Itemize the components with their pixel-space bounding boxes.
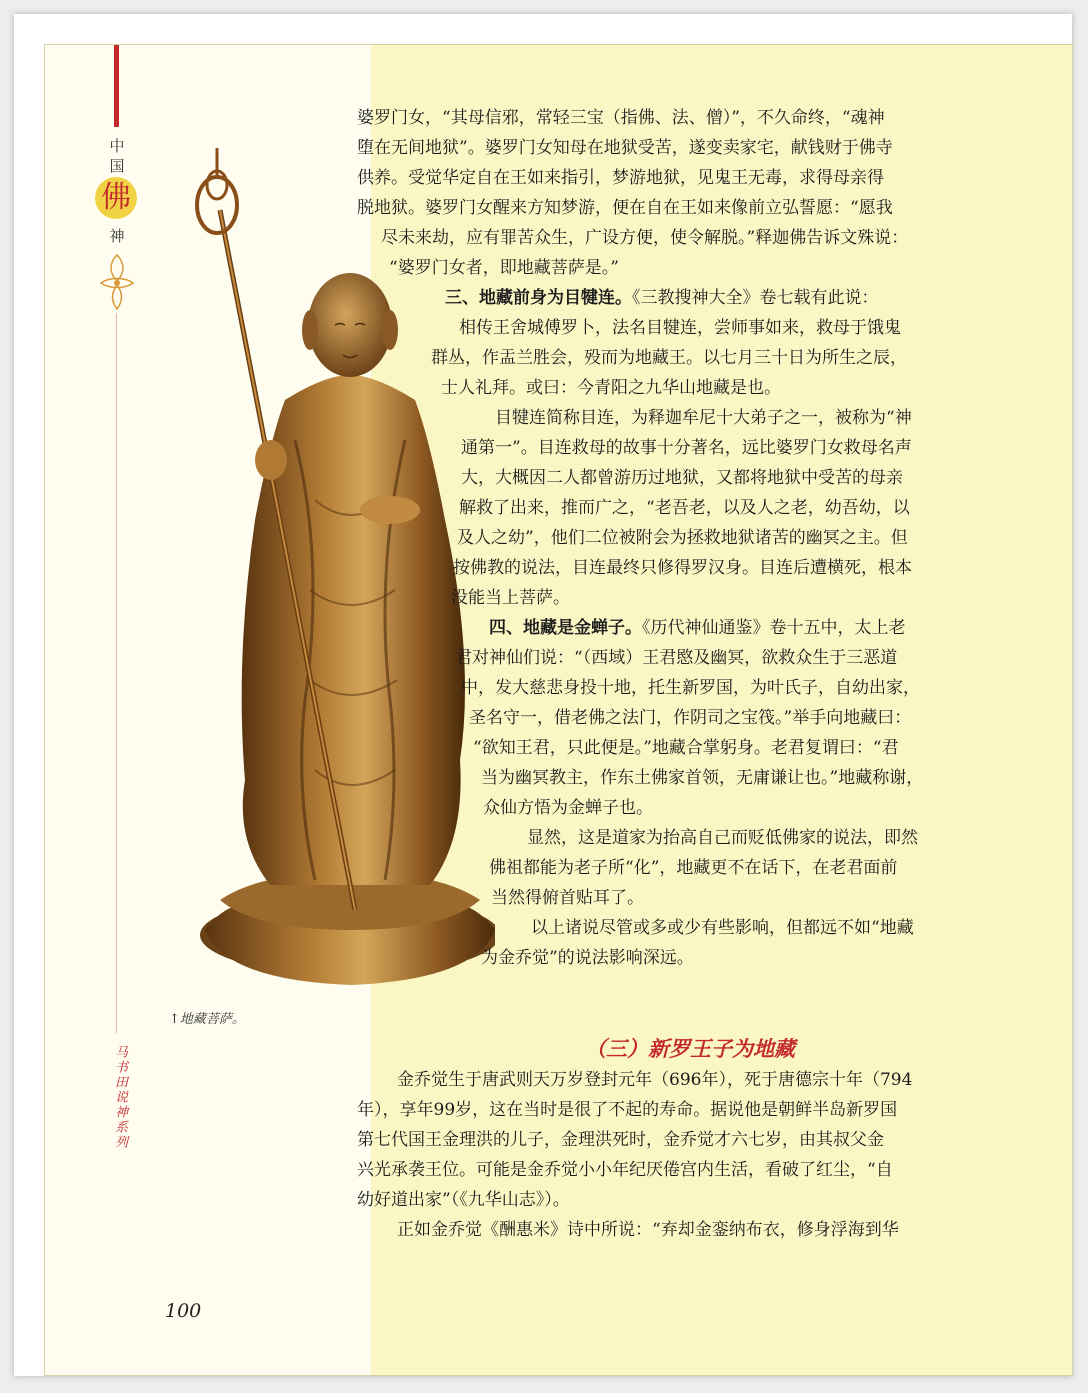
text-line: 供养。受觉华定自在王如来指引，梦游地狱，见鬼王无毒，求得母亲得 (357, 168, 884, 188)
text-line: “欲知王君，只此便是。”地藏合掌躬身。老君复谓曰：“君 (473, 738, 899, 758)
text-line: 没能当上菩萨。 (451, 588, 570, 608)
text-line: 目犍连简称目连，为释迦牟尼十大弟子之一，被称为“神 (495, 408, 912, 428)
text-line: 群丛，作盂兰胜会，殁而为地藏王。以七月三十日为所生之辰， (431, 348, 907, 368)
text-line: 尽未来劫，应有罪苦众生，广设方便，使令解脱。”释迦佛告诉文殊说： (381, 228, 909, 248)
text-line: 脱地狱。婆罗门女醒来方知梦游，便在自在王如来像前立弘誓愿：“愿我 (357, 198, 893, 218)
book-page (44, 44, 1073, 1376)
paragraph-rest: 《三教搜神大全》卷七载有此说： (632, 288, 879, 308)
text-line: 显然，这是道家为抬高自己而贬低佛家的说法，即然 (527, 828, 918, 848)
paragraph-lead: 四、地藏是金蝉子。 (489, 618, 642, 638)
text-line: 相传王舍城傅罗卜，法名目犍连，尝师事如来，救母于饿鬼 (459, 318, 901, 338)
text-line: 堕在无间地狱”。婆罗门女知母在地狱受苦，遂变卖家宅，献钱财于佛寺 (357, 138, 893, 158)
vertical-series-title: 马书田说神系列 (112, 1045, 127, 1150)
paragraph-rest: 《历代神仙通鉴》卷十五中，太上老 (642, 618, 906, 638)
text-line: 为金乔觉”的说法影响深远。 (481, 948, 694, 968)
series-char-shen: 神 (109, 227, 125, 245)
text-line: 以上诸说尽管或多或少有些影响，但都远不如“地藏 (531, 918, 914, 938)
margin-rule (116, 313, 117, 1033)
text-line: 大，大概因二人都曾游历过地狱，又都将地狱中受苦的母亲 (461, 468, 903, 488)
text-line: 按佛教的说法，目连最终只修得罗汉身。目连后遭横死，根本 (453, 558, 912, 578)
page-number: 100 (165, 1300, 202, 1322)
text-line: 解救了出来，推而广之，“老吾老，以及人之老，幼吾幼，以 (459, 498, 910, 518)
series-char-zhong: 中 (109, 137, 125, 155)
ornament-icon (99, 253, 135, 311)
text-line: 幼好道出家”（《九华山志》）。 (357, 1190, 570, 1210)
text-line: 佛祖都能为老子所“化”，地藏更不在话下，在老君面前 (489, 858, 898, 878)
text-line: 士人礼拜。或曰：今青阳之九华山地藏是也。 (441, 378, 781, 398)
text-line: 兴光承袭王位。可能是金乔觉小小年纪厌倦宫内生活，看破了红尘，“自 (357, 1160, 893, 1180)
text-line: 第七代国王金理洪的儿子，金理洪死时，金乔觉才六七岁，由其叔父金 (357, 1130, 884, 1150)
section-heading: （三）新罗王子为地藏 (585, 1036, 795, 1061)
text-line: 正如金乔觉《酬惠米》诗中所说：“弃却金銮纳布衣，修身浮海到华 (397, 1220, 899, 1240)
text-line: 中，发大慈悲身投十地，托生新罗国，为叶氏子，自幼出家， (461, 678, 920, 698)
series-char-guo: 国 (109, 157, 125, 175)
text-line: 及人之幼”，他们二位被附会为拯救地狱诸苦的幽冥之主。但 (457, 528, 908, 548)
paragraph-lead: 三、地藏前身为目犍连。 (445, 288, 632, 308)
text-line (489, 613, 906, 643)
text-line: 婆罗门女，“其母信邪，常轻三宝（指佛、法、僧）”，不久命终，“魂神 (357, 108, 885, 128)
text-line: 当然得俯首贴耳了。 (491, 888, 644, 908)
text-line: 年），享年99岁，这在当时是很了不起的寿命。据说他是朝鲜半岛新罗国 (357, 1100, 898, 1120)
text-line: 金乔觉生于唐武则天万岁登封元年（696年），死于唐德宗十年（794 (397, 1070, 913, 1090)
text-line: 圣名守一，借老佛之法门，作阴司之宝筏。”举手向地藏曰： (469, 708, 912, 728)
figure-caption: ↑地藏菩萨。 (169, 1012, 245, 1027)
text-line: 众仙方悟为金蝉子也。 (483, 798, 653, 818)
text-line: 通第一”。目连救母的故事十分著名，远比婆罗门女救母名声 (461, 438, 912, 458)
text-line: 当为幽冥教主，作东土佛家首领，无庸谦让也。”地藏称谢， (481, 768, 924, 788)
page-frame (14, 14, 1072, 1376)
text-line (445, 283, 879, 313)
text-line: “婆罗门女者，即地藏菩萨是。” (389, 258, 619, 278)
red-accent-bar (114, 45, 119, 127)
text-line: 君对神仙们说：“（西域）王君愍及幽冥，欲救众生于三恶道 (455, 648, 898, 668)
fo-badge: 佛 (95, 177, 137, 219)
